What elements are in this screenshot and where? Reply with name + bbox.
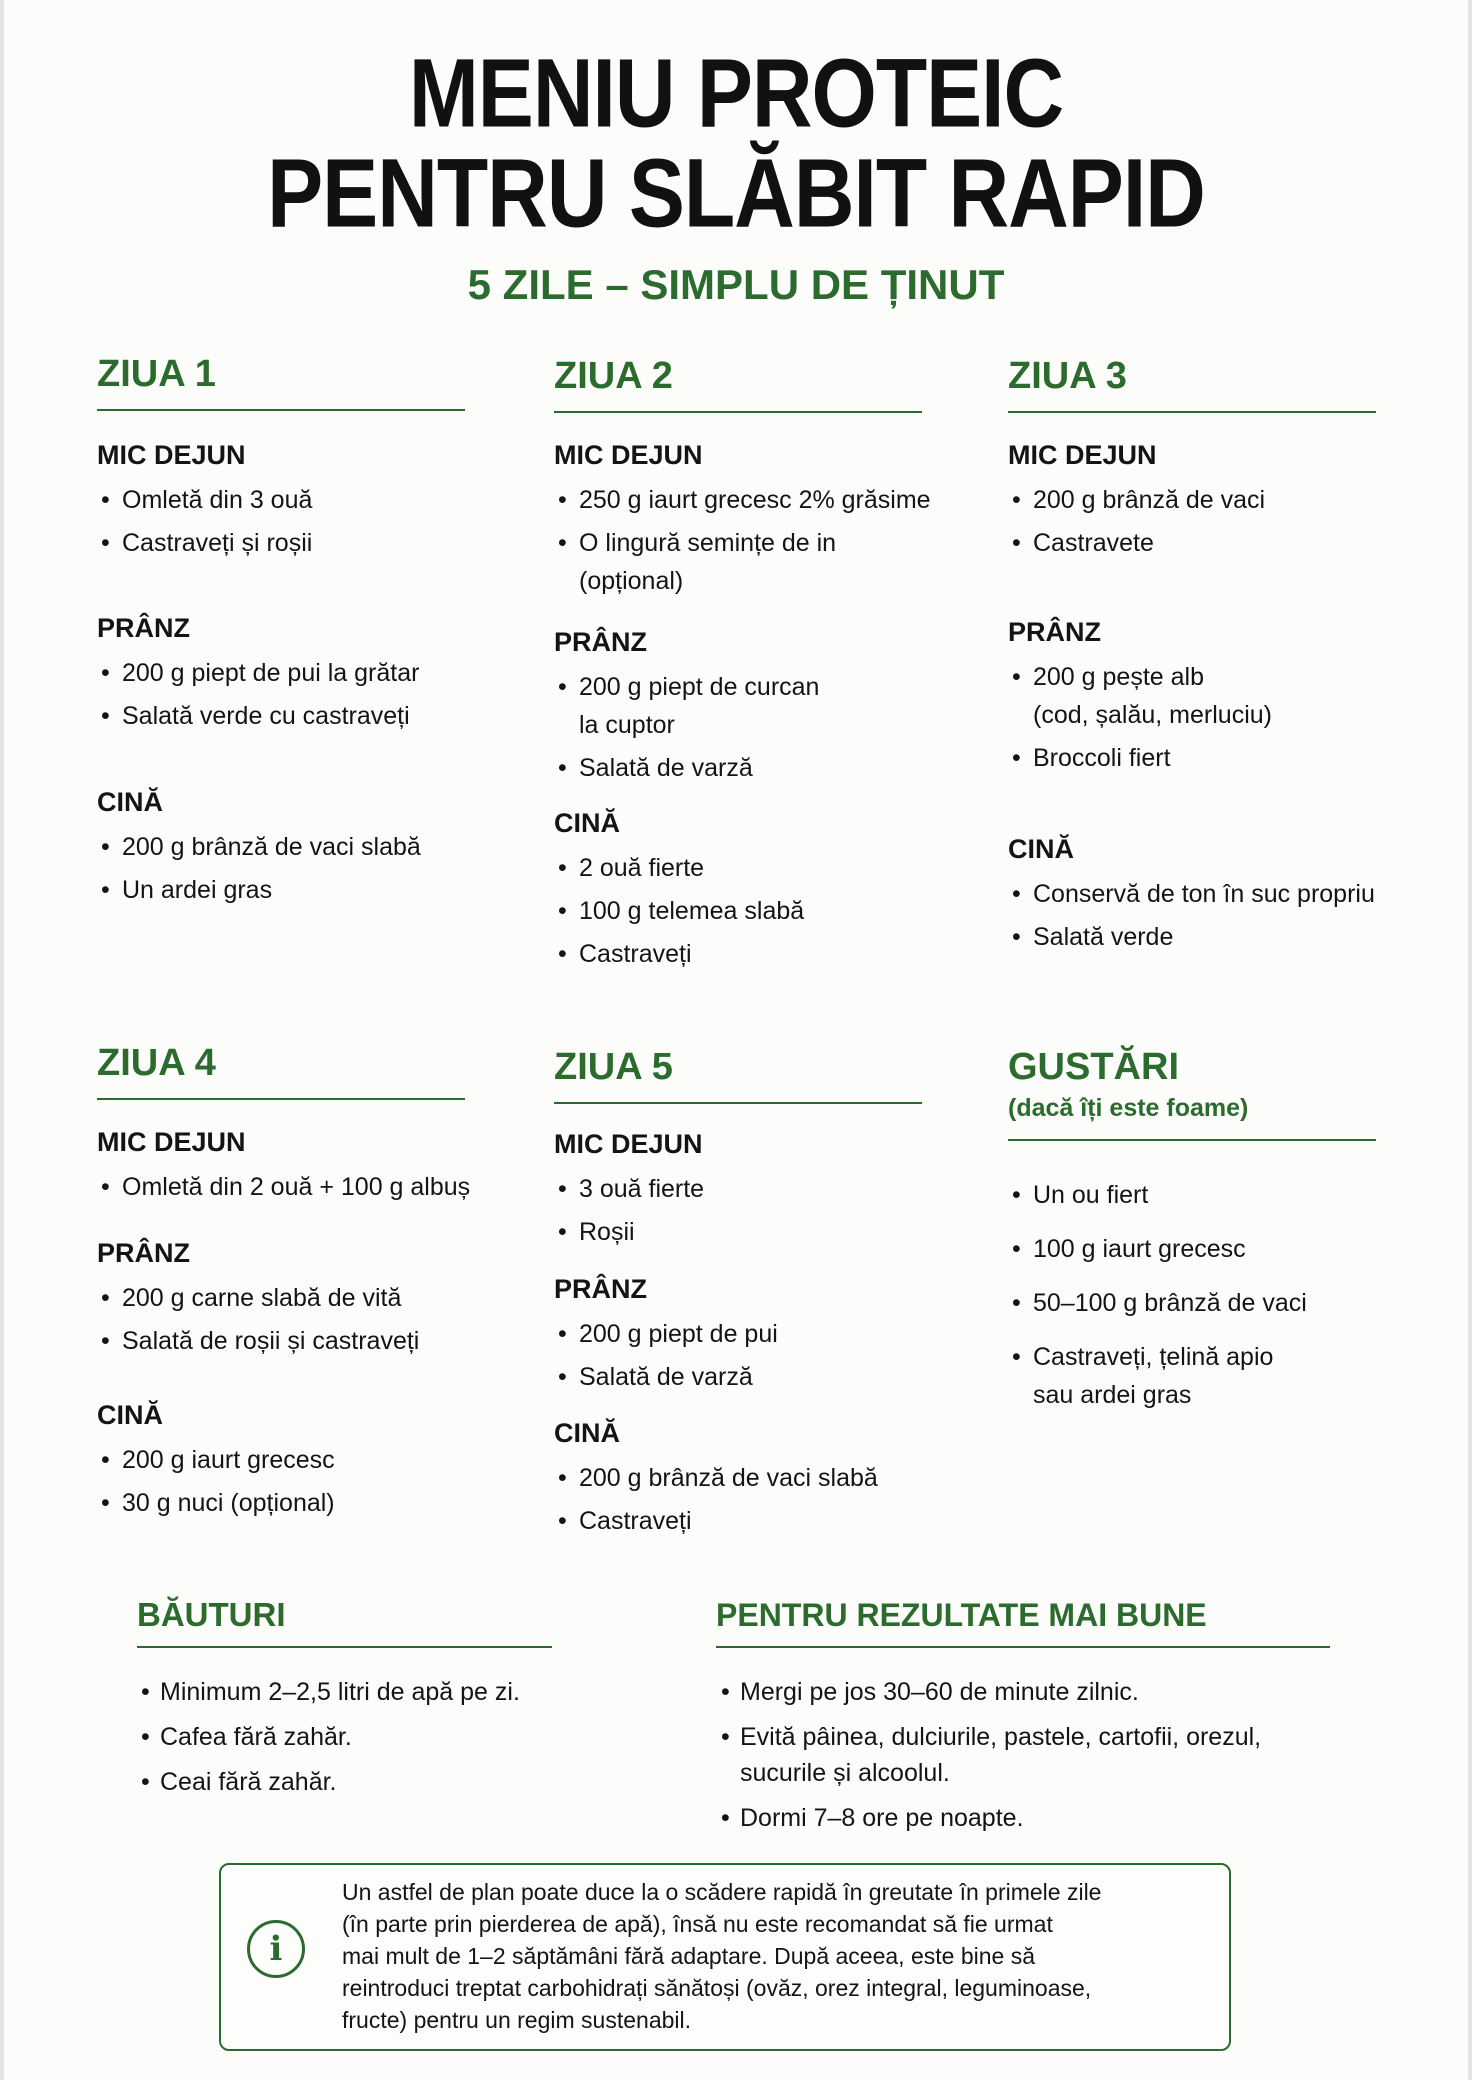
- drink-item: • Cafea fără zahăr.: [160, 1719, 520, 1755]
- page-subtitle: 5 ZILE – SIMPLU DE ȚINUT: [467, 261, 1005, 308]
- meal-items: [1008, 481, 1448, 562]
- meal-lunch: [554, 1271, 994, 1401]
- tips-heading: PENTRU REZULTATE MAI BUNE: [716, 1595, 1330, 1648]
- meal-item: • 200 g piept de pui la grătar: [122, 654, 537, 692]
- meal-item: • 200 g carne slabă de vită: [122, 1279, 537, 1317]
- meal-label: PRÂNZ: [97, 613, 190, 643]
- meal-items: [554, 1459, 994, 1540]
- drink-item: • Ceai fără zahăr.: [160, 1764, 520, 1800]
- meal-dinner: [97, 1397, 537, 1527]
- tips-list: [740, 1674, 1261, 1845]
- snacks-title: GUSTĂRI: [1008, 1046, 1179, 1088]
- meal-items: [1008, 875, 1448, 956]
- meal-item: • 250 g iaurt grecesc 2% grăsime: [579, 481, 994, 519]
- meal-label: CINĂ: [1008, 834, 1074, 864]
- meal-label: PRÂNZ: [97, 1238, 190, 1268]
- meal-label: PRÂNZ: [554, 627, 647, 657]
- meal-items: [554, 849, 994, 973]
- meal-items: [97, 1441, 537, 1522]
- meal-item: • 3 ouă fierte: [579, 1170, 994, 1208]
- meal-item: • Roșii: [579, 1213, 994, 1251]
- meal-label: MIC DEJUN: [97, 1127, 246, 1157]
- meal-lunch: [554, 624, 994, 792]
- snack-item: • 100 g iaurt grecesc: [1033, 1230, 1307, 1268]
- meal-dinner: [554, 805, 994, 978]
- meal-label: MIC DEJUN: [1008, 440, 1157, 470]
- day-heading: ZIUA 5: [554, 1043, 922, 1104]
- info-icon: [247, 1920, 305, 1978]
- meal-items: [554, 1315, 994, 1396]
- meal-lunch: [1008, 614, 1448, 782]
- tip-item: • Dormi 7–8 ore pe noapte.: [740, 1800, 1261, 1836]
- tip-item: • Evită pâinea, dulciurile, pastele, cartofii, orezul, sucurile și alcoolul.: [740, 1719, 1261, 1791]
- meal-item: • 100 g telemea slabă: [579, 892, 994, 930]
- meal-item: • Omletă din 2 ouă + 100 g albuș: [122, 1168, 537, 1206]
- snack-item: • Un ou fiert: [1033, 1176, 1307, 1214]
- meal-item: • O lingură semințe de in (opțional): [579, 524, 994, 600]
- meal-label: CINĂ: [97, 1400, 163, 1430]
- meal-items: [97, 1168, 537, 1206]
- snacks-note: (dacă îți este foame): [1008, 1094, 1249, 1122]
- meal-items: [97, 654, 537, 735]
- meal-lunch: [97, 1235, 537, 1365]
- meal-label: PRÂNZ: [1008, 617, 1101, 647]
- meal-item: • Castraveți: [579, 935, 994, 973]
- snack-item: • 50–100 g brânză de vaci: [1033, 1284, 1307, 1322]
- meal-item: • 200 g pește alb (cod, șalău, merluciu): [1033, 658, 1448, 734]
- meal-items: [97, 481, 537, 562]
- page-title-line-2: PENTRU SLĂBIT RAPID: [267, 138, 1205, 248]
- meal-label: MIC DEJUN: [97, 440, 246, 470]
- meal-item: • Castraveți: [579, 1502, 994, 1540]
- day-heading: ZIUA 3: [1008, 352, 1376, 413]
- meal-item: • 2 ouă fierte: [579, 849, 994, 887]
- meal-item: • Salată de varză: [579, 749, 994, 787]
- day-heading: ZIUA 4: [97, 1039, 465, 1100]
- meal-label: PRÂNZ: [554, 1274, 647, 1304]
- meal-items: [97, 828, 537, 909]
- meal-label: MIC DEJUN: [554, 440, 703, 470]
- meal-items: [554, 481, 994, 600]
- meal-item: • 200 g iaurt grecesc: [122, 1441, 537, 1479]
- info-note-box: [219, 1863, 1231, 2051]
- meal-item: • 30 g nuci (opțional): [122, 1484, 537, 1522]
- meal-breakfast: [97, 1124, 537, 1211]
- drinks-list: [160, 1674, 520, 1809]
- meal-item: • 200 g brânză de vaci slabă: [579, 1459, 994, 1497]
- day-heading: ZIUA 1: [97, 350, 465, 411]
- meal-item: • 200 g piept de pui: [579, 1315, 994, 1353]
- day-heading: ZIUA 2: [554, 352, 922, 413]
- meal-label: CINĂ: [554, 808, 620, 838]
- meal-item: • 200 g brânză de vaci slabă: [122, 828, 537, 866]
- meal-label: MIC DEJUN: [554, 1129, 703, 1159]
- meal-item: • Omletă din 3 ouă: [122, 481, 537, 519]
- snack-items: [1008, 1176, 1307, 1430]
- tip-item: • Mergi pe jos 30–60 de minute zilnic.: [740, 1674, 1261, 1710]
- meal-item: • 200 g piept de curcan la cuptor: [579, 668, 994, 744]
- meal-items: [1008, 658, 1448, 777]
- meal-breakfast: [97, 437, 537, 567]
- meal-breakfast: [554, 1126, 994, 1256]
- meal-items: [554, 1170, 994, 1251]
- meal-dinner: [554, 1415, 994, 1545]
- meal-item: • Salată de varză: [579, 1358, 994, 1396]
- meal-item: • Salată verde cu castraveți: [122, 697, 537, 735]
- drink-item: • Minimum 2–2,5 litri de apă pe zi.: [160, 1674, 520, 1710]
- meal-item: • 200 g brânză de vaci: [1033, 481, 1448, 519]
- meal-item: • Conservă de ton în suc propriu: [1033, 875, 1448, 913]
- snack-item: • Castraveți, țelină apio sau ardei gras: [1033, 1338, 1307, 1414]
- info-note-text: Un astfel de plan poate duce la o scădere rapidă în greutate în primele zile (în parte prin pierderea de apă), însă nu este recomandat să fie urmat mai mult de 1–2 săptămâni fără adaptare. După aceea, este bine să reintroduci treptat carbohidrați sănătoși (ovăz, orez integral, leguminoase, fructe) pentru un regim sustenabil.: [342, 1879, 1102, 2033]
- page-title-line-1: MENIU PROTEIC: [408, 38, 1064, 148]
- meal-dinner: [1008, 831, 1448, 961]
- meal-item: • Salată de roșii și castraveți: [122, 1322, 537, 1360]
- meal-item: • Salată verde: [1033, 918, 1448, 956]
- meal-lunch: [97, 610, 537, 740]
- meal-label: CINĂ: [554, 1418, 620, 1448]
- snacks-heading: [1008, 1043, 1376, 1141]
- meal-label: CINĂ: [97, 787, 163, 817]
- meal-breakfast: [1008, 437, 1448, 567]
- meal-item: • Castraveți și roșii: [122, 524, 537, 562]
- drinks-heading: BĂUTURI: [137, 1595, 552, 1648]
- meal-item: • Castravete: [1033, 524, 1448, 562]
- meal-items: [554, 668, 994, 787]
- meal-item: • Broccoli fiert: [1033, 739, 1448, 777]
- meal-items: [97, 1279, 537, 1360]
- meal-item: • Un ardei gras: [122, 871, 537, 909]
- meal-dinner: [97, 784, 537, 914]
- meal-breakfast: [554, 437, 994, 605]
